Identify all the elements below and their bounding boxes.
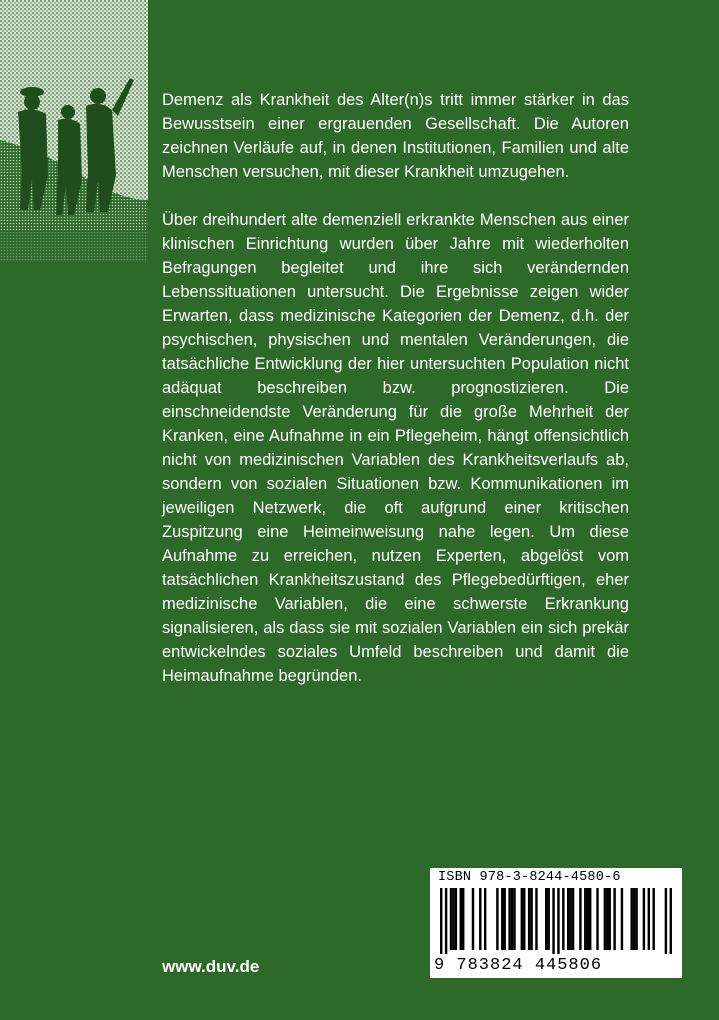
barcode-bar — [440, 888, 442, 954]
barcode-bar — [496, 888, 498, 950]
barcode-bar — [633, 888, 635, 950]
barcode-bar — [609, 888, 611, 950]
barcode-bar — [521, 888, 523, 950]
barcode-bar — [528, 888, 530, 950]
barcode-bar — [648, 888, 650, 950]
barcode-bar — [511, 888, 513, 950]
barcode-bar — [562, 888, 564, 950]
barcode-bar — [567, 888, 569, 950]
publisher-website[interactable]: www.duv.de — [162, 957, 260, 976]
barcode-bar — [589, 888, 591, 950]
barcode-bar — [665, 888, 667, 954]
barcode-bar — [545, 888, 547, 950]
barcode-bar — [579, 888, 581, 950]
barcode-bar — [450, 888, 452, 950]
barcode-bar — [547, 888, 549, 950]
back-cover-blurb — [162, 88, 629, 688]
barcode-bar — [445, 888, 447, 954]
barcode-bar — [652, 888, 654, 950]
barcode-bar — [587, 888, 589, 950]
barcode-bar — [508, 888, 510, 950]
isbn-label: ISBN 978-3-8244-4580-6 — [438, 870, 621, 885]
barcode-bar — [460, 888, 462, 950]
barcode-bar — [604, 888, 606, 950]
barcode-bar — [613, 888, 615, 950]
barcode-bar — [630, 888, 632, 950]
barcode-bar — [452, 888, 454, 950]
barcode-bar — [584, 888, 586, 950]
barcode-bar — [501, 888, 503, 950]
barcode-bar — [572, 888, 574, 950]
barcode-bar — [484, 888, 486, 950]
blurb-paragraph-1: Demenz als Krankheit des Alter(n)s tritt immer stärker in das Bewusstsein einer ergrauenden Gesellschaft. Die Autoren zeichnen Verläufe auf, in denen Institutionen, Familien und alte Menschen versuchen, mit dieser Krankheit umzugehen. — [162, 91, 629, 181]
barcode-bar — [643, 888, 645, 950]
barcode-bar — [479, 888, 481, 950]
cover-illustration — [0, 0, 148, 262]
barcode-bar — [523, 888, 525, 950]
barcode-bar — [552, 888, 554, 954]
barcode-bar — [535, 888, 537, 950]
barcode-bar — [635, 888, 637, 950]
blurb-paragraph-2: Über dreihundert alte demenziell erkrankte Menschen aus einer klinischen Einrichtung wurden über Jahre mit wiederholten Befragungen begleitet und ihre sich verändernden Lebenssituationen untersucht. Die Ergebnisse zeigen wider Erwarten, dass medizinische Kategorien der Demenz, d.h. der psychischen, physischen und mentalen Veränderungen, die tatsächliche Entwicklung der hier untersuchten Population nicht adäquat beschreiben bzw. prognostizieren. Die einschneidendste Veränderung für die große Mehrheit der Kranken, eine Aufnahme in ein Pflegeheim, hängt offensichtlich nicht von medizinischen Variablen des Krankheitsverlaufs ab, sondern von sozialen Situationen bzw. Kommunikationen im jeweiligen Netzwerk, die oft aufgrund einer kritischen Zuspitzung eine Heimeinweisung nahe legen. Um diese Aufnahme zu erreichen, nutzen Experten, abgelöst vom tatsächlichen Krankheitszustand des Pflegebedürftigen, eher medizinische Variablen, die eine schwerste Erkrankung signalisieren, als dass sie mit sozialen Variablen ein sich prekär entwickelndes soziales Umfeld beschreiben und damit die Heimaufnahme begründen. — [162, 211, 629, 685]
barcode-bar — [557, 888, 559, 954]
barcode-bar — [462, 888, 464, 950]
barcode-bar — [472, 888, 474, 950]
barcode-bar — [455, 888, 457, 950]
barcode-bar — [569, 888, 571, 950]
barcode-bar — [606, 888, 608, 950]
barcode-bar — [513, 888, 515, 950]
barcode-bar — [503, 888, 505, 950]
barcode-bar — [596, 888, 598, 950]
barcode-bars — [440, 888, 672, 954]
ean-digits: 9 783824 445806 — [434, 956, 603, 975]
isbn-barcode — [430, 868, 682, 978]
barcode-bar — [530, 888, 532, 950]
barcode-bar — [670, 888, 672, 954]
barcode-bar — [621, 888, 623, 950]
